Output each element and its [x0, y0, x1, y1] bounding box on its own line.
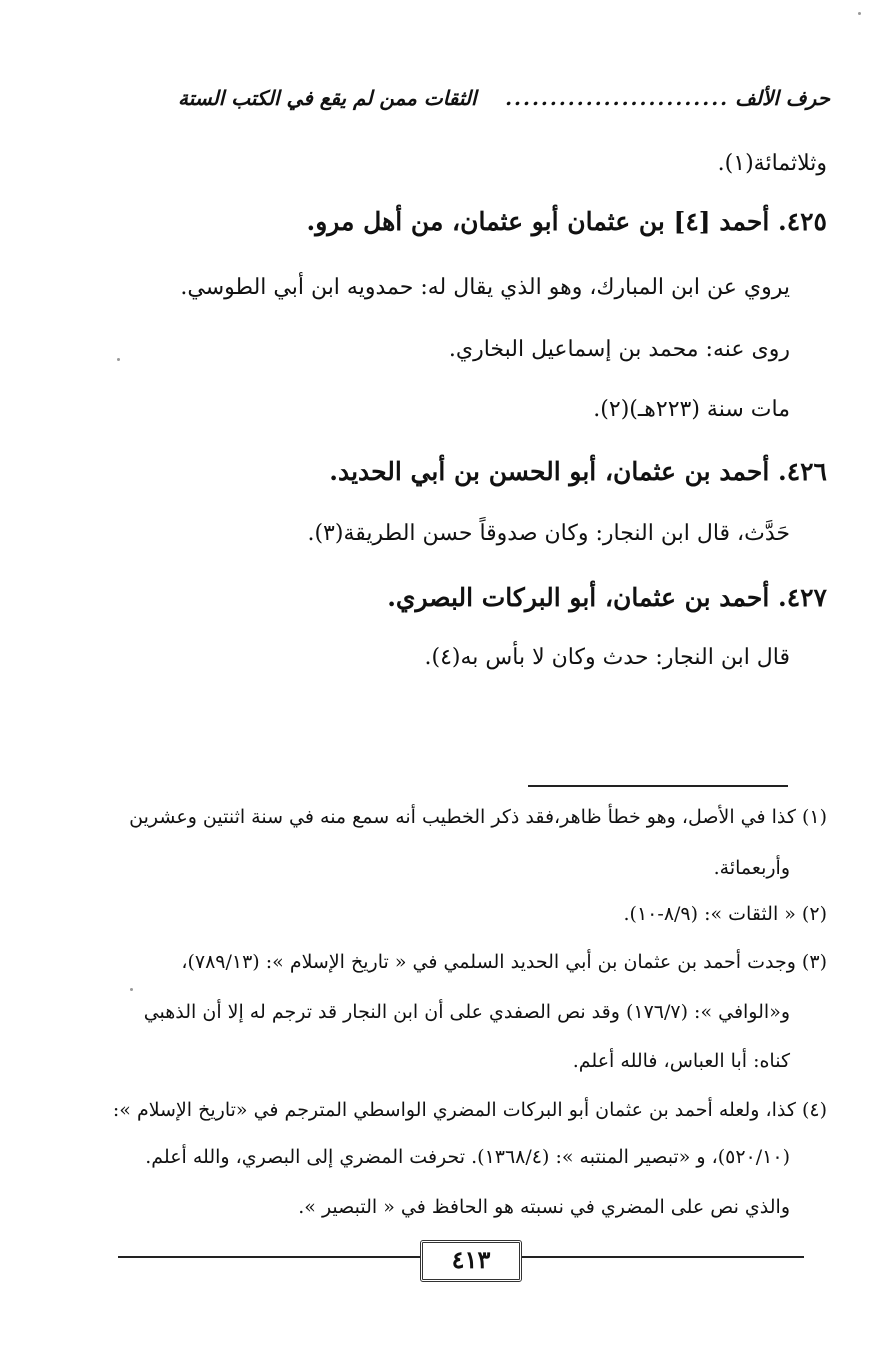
footnote-1-line-2: وأربعمائة.	[713, 857, 790, 879]
running-header	[178, 86, 830, 110]
scan-speck	[130, 988, 133, 991]
footnote-1-line-1: (١) كذا في الأصل، وهو خطأ ظاهر،فقد ذكر الخطيب أنه سمع منه في سنة اثنتين وعشرين	[129, 806, 827, 828]
footnote-2: (٢) « الثقات »: (٨/٩-١٠).	[623, 903, 827, 925]
bottom-rule-right	[516, 1256, 804, 1258]
footnote-3-line-2: و«الوافي »: (١٧٦/٧) وقد نص الصفدي على أن ابن النجار قد ترجم له إلا أن الذهبي	[143, 1001, 790, 1023]
footnote-3-line-1: (٣) وجدت أحمد بن عثمان بن أبي الحديد السلمي في « تاريخ الإسلام »: (٧٨٩/١٣)،	[181, 951, 827, 973]
entry-425-line-2: روى عنه: محمد بن إسماعيل البخاري.	[448, 337, 790, 362]
entry-425-title: ٤٢٥. أحمد [٤] بن عثمان أبو عثمان، من أهل مرو.	[306, 207, 827, 236]
continuation-line: وثلاثمائة(١).	[717, 151, 827, 176]
entry-427-title: ٤٢٧. أحمد بن عثمان، أبو البركات البصري.	[387, 583, 827, 612]
footnote-separator	[528, 785, 788, 787]
entry-426-title: ٤٢٦. أحمد بن عثمان، أبو الحسن بن أبي الحديد.	[329, 457, 827, 486]
scan-speck	[117, 358, 120, 361]
footnote-4-line-2: (٥٢٠/١٠)، و «تبصير المنتبه »: (١٣٦٨/٤). تحرفت المضري إلى البصري، والله أعلم.	[145, 1146, 790, 1168]
footnote-4-line-3: والذي نص على المضري في نسبته هو الحافظ في « التبصير ».	[298, 1196, 790, 1218]
scan-speck	[858, 12, 861, 15]
entry-426-line-1: حَدَّث، قال ابن النجار: وكان صدوقاً حسن الطريقة(٣).	[307, 521, 790, 546]
footnote-3-line-3: كناه: أبا العباس، فالله أعلم.	[572, 1050, 790, 1072]
bottom-rule-left	[118, 1256, 420, 1258]
entry-425-line-1: يروي عن ابن المبارك، وهو الذي يقال له: حمدويه ابن أبي الطوسي.	[180, 275, 790, 300]
entry-427-line-1: قال ابن النجار: حدث وكان لا بأس به(٤).	[424, 645, 790, 670]
page-number: ٤١٣	[420, 1240, 522, 1282]
entry-425-line-3: مات سنة (٢٢٣هـ)(٢).	[593, 397, 790, 422]
header-title: الثقات ممن لم يقع في الكتب الستة	[178, 86, 477, 110]
header-chapter: حرف الألف	[735, 86, 830, 110]
footnote-4-line-1: (٤) كذا، ولعله أحمد بن عثمان أبو البركات المضري الواسطي المترجم في «تاريخ الإسلام »:	[112, 1099, 827, 1121]
header-leader-dots: .........................	[505, 86, 730, 110]
